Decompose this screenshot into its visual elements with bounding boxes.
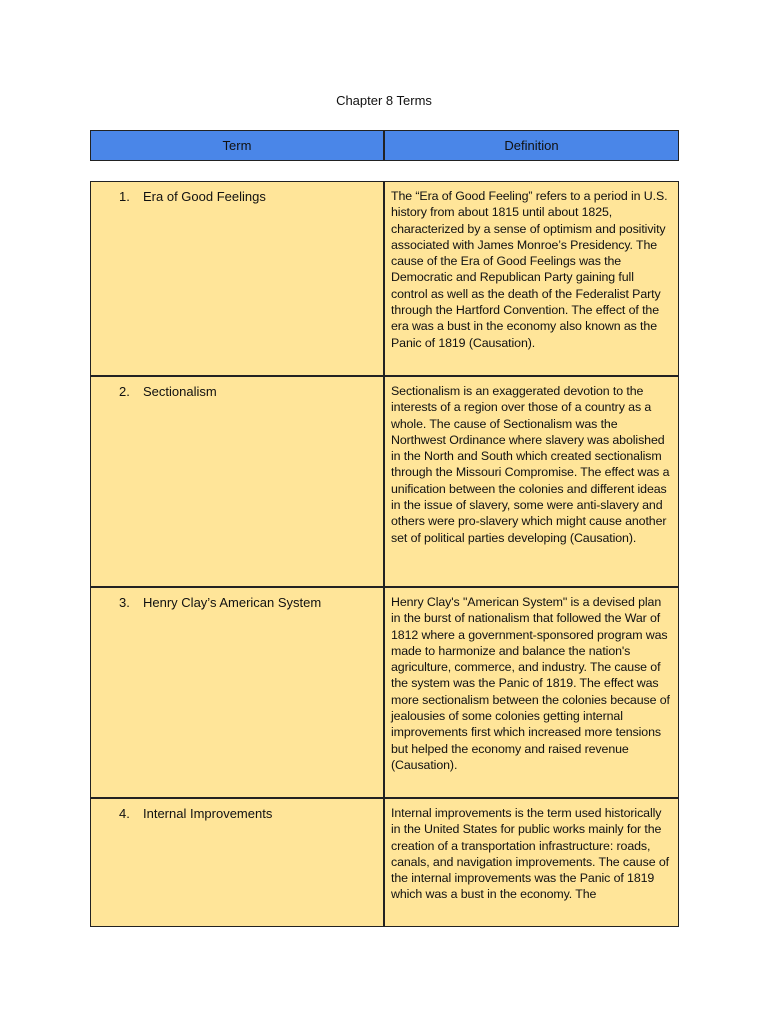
table-row xyxy=(91,588,678,799)
term-number: 2. xyxy=(119,384,130,399)
term-cell xyxy=(91,588,385,797)
table-row xyxy=(91,377,678,588)
term-number: 3. xyxy=(119,595,130,610)
term-name: Era of Good Feelings xyxy=(143,189,266,204)
table-row xyxy=(91,799,678,927)
definition-cell: Internal improvements is the term used historically in the United States for public works mainly for the creation of a transportation infrastructure: roads, canals, and navigation improvements. The cause of the internal improvements was the Panic of 1819 which was a bust in the economy. The xyxy=(391,806,669,902)
term-cell xyxy=(91,182,385,375)
term-name: Henry Clay’s American System xyxy=(143,595,322,610)
definition-cell: Henry Clay's "American System" is a devised plan in the burst of nationalism that followed the War of 1812 where a government-sponsored program was made to harmonize and balance the nation's agriculture, commerce, and industry. The cause of the system was the Panic of 1819. The effect was more sectionalism between the colonies because of jealousies of some colonies getting internal improvements first which increased more tensions but helped the economy and raised revenue (Causation). xyxy=(391,595,670,772)
definition-cell: Sectionalism is an exaggerated devotion to the interests of a region over those of a country as a whole. The cause of Sectionalism was the Northwest Ordinance where slavery was abolished in the North and South which created sectionalism through the Missouri Compromise. The effect was a unification between the colonies and different ideas in the issue of slavery, some were anti-slavery and others were pro-slavery which might cause another set of political parties developing (Causation). xyxy=(391,384,670,545)
table-row xyxy=(91,182,678,377)
term-name: Internal Improvements xyxy=(143,806,273,821)
term-cell xyxy=(91,377,385,586)
table-header xyxy=(90,130,679,161)
term-number: 1. xyxy=(119,189,130,204)
term-number: 4. xyxy=(119,806,130,821)
definition-cell: The “Era of Good Feeling” refers to a period in U.S. history from about 1815 until about 1825, characterized by a sense of optimism and positivity associated with James Monroe’s Presidency. The cause of the Era of Good Feelings was the Democratic and Republican Party gaining full control as well as the death of the Federalist Party through the Hartford Convention. The effect of the era was a bust in the economy also known as the Panic of 1819 (Causation). xyxy=(391,189,668,350)
page-title: Chapter 8 Terms xyxy=(336,93,432,108)
definition-column-header: Definition xyxy=(504,138,559,153)
term-cell xyxy=(91,799,385,927)
term-name: Sectionalism xyxy=(143,384,217,399)
term-column-header: Term xyxy=(91,131,385,160)
terms-table xyxy=(90,181,679,927)
